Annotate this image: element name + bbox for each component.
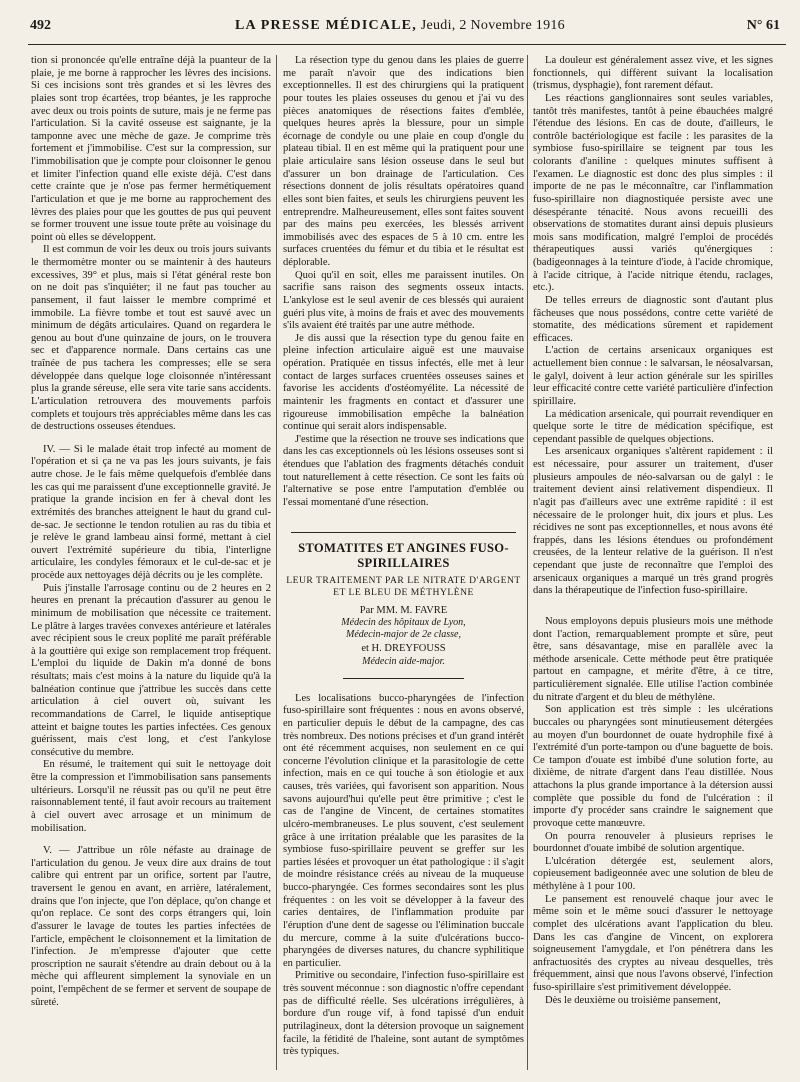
column-divider: [527, 55, 528, 1070]
page-header: [0, 0, 800, 46]
paragraph: V. — J'attribue un rôle néfaste au drainage de l'articulation du genou. Je veux dire aux drains de tout calibre qui entrent par un orifice, sortent par l'autre, traversent le genou en avant, en arrière, latéralement, drains que l'on injecte, que l'on déplace, qu'on change et qu'on replace. Ce sont des corps étrangers qui, loin d'assurer le lavage de toutes les parties infectées de l'article, empêchent le cloisonnement et la limitation de l'infection. Je m'empresse d'ajouter que cette proscription ne saurait s'étendre au drain debout ou à la mèche qui affleurent simplement la synoviale en un point, l'empêchent de se fermer et servent de soupape de sûreté.: [31, 845, 271, 1008]
paragraph: Je dis aussi que la résection type du genou faite en pleine infection articulaire aiguë est une mauvaise opération. Pratiquée en tissus infectés, elle met à leur contact de larges surfaces cruentées osseuses saines et favorise les accidents d'ostéomyélite. La nécessité de maintenir les fragments en contact et d'assurer une rigoureuse immobilisation empêche la balnéation continue qui serait alors indispensable.: [283, 332, 524, 433]
paragraph: La résection type du genou dans les plaies de guerre me paraît n'avoir que des indications bien exceptionnelles. Il est des chirurgiens qui la pratiquent pour toutes les plaies osseuses du genou et j'ai vu des pièces anatomiques de résections faites d'emblée, quelques heures après la blessure, pour un simple écornage de condyle ou une plaie en coup d'ongle du plateau tibial. Il en est même qui la pratiquent pour une plaie articulaire sans lésion osseuse dans le seul but d'assurer un bon drainage de l'articulation. Ces résections donnent de jolis résultats opératoires quand elles sont bien faites, et seuls les chirurgiens peuvent les entreprendre. Malheureusement, elles sont faites souvent par des mains peu exercées, les blessés arrivent immobilisés avec des espaces de 5 à 10 cm. entre les surfaces cruentées du fémur et du tibia et le résultat est déplorable.: [283, 55, 524, 268]
paragraph: Nous employons depuis plusieurs mois une méthode dont l'action, remarquablement prompte et sûre, peut être, sans désavantage, mise en parallèle avec la méthode arsenicale. Cette méthode peut être pratiquée partout en campagne, et mérite d'être, à ce titre, particulièrement signalée. Elle utilise l'action combinée du nitrate d'argent et du bleu de méthylène.: [533, 615, 773, 703]
paragraph: tion si prononcée qu'elle entraîne déjà la puanteur de la plaie, je me borne à rapprocher les lèvres des incisions. Si ces incisions sont très grandes et si les lèvres des plaies sont trop écartées, trop béantes, je les rapproche avec deux ou trois points de suture, mais je ne ferme pas l'articulation. Si la cavité osseuse est saignante, je la tamponne avec une mèche de gaze. Je comprime très fortement et j'immobilise. C'est sur la compression, sur l'immobilisation que je compte pour cloisonner le genou et limiter l'infection quand elle existe déjà. C'est dans cette crainte que je n'ose pas fermer hermétiquement l'articulation et que je me borne au rapprochement des lèvres des plaies pour que les gouttes de pus qui peuvent se former trouvent une issue toute prête au voisinage du point où elles se développent.: [31, 55, 271, 243]
column-divider: [276, 55, 277, 1070]
paragraph: Les localisations bucco-pharyngées de l'infection fuso-spirillaire sont fréquentes : nous en avons observé, en particulier depuis le début de la campagne, des cas très nombreux. Des notions précises et d'un grand intérêt ont été récemment acquises, non seulement en ce qui concerne l'évolution clinique et la parasitologie de cette infection, mais en ce qui touche à son étiologie et aux causes, très variées, qui favorisent son apparition. Nous savons aujourd'hui qu'elle peut être primitive ; c'est le cas de l'angine de Vincent, de certaines stomatites ulcéro-membraneuses. Le plus souvent, c'est seulement grâce à une irritation préalable que les parasites de la symbiose fuso-spirillaire peuvent se greffer sur les parties lésées et provoquer un état pathologique : il s'agit de moindre résistance créés au niveau de la muqueuse bucco-pharyngée. Ces formes secondaires sont les plus fréquentes : on les voit se développer à la faveur des caries dentaires, de l'inflammation produite par l'éruption d'une dent de sagesse ou l'élimination buccale du mercure, comme à la suite d'ulcérations bucco-pharyngées de diverses natures, du chancre syphilitique en particulier.: [283, 692, 524, 969]
header-rule: [28, 44, 786, 45]
author-byline: et H. DREYFOUSS: [361, 643, 446, 655]
author-byline: Par MM. M. FAVRE: [359, 604, 448, 616]
paragraph: En résumé, le traitement qui suit le nettoyage doit être la compression et l'immobilisation sans pansements ultérieurs. Lorsqu'il ne réussit pas ou qu'il ne peut être raisonnablement tenté, il faut avoir recours au traitement à ciel ouvert avec arrosage et un minimum de mobilisation.: [31, 759, 271, 834]
heading-rule: [291, 532, 516, 533]
paragraph: Les réactions ganglionnaires sont seules variables, tantôt très manifestes, tantôt à peine ébauchées malgré l'étendue des lésions. En cas de doute, d'ailleurs, le contrôle bactériologique est facile : les parasites de la symbiose fuso-spirillaire se teignent par tous les colorants d'aniline : quelques minutes suffisent à l'examen. Le diagnostic est donc des plus simples : il importe de ne pas le méconnaître, car l'inflammation fuso-spirillaire non diagnostiquée persiste avec une désespérante ténacité. Nous avons recueilli des observations de stomatites durant ainsi depuis plusieurs mois sans modification, malgré l'emploi de procédés thérapeutiques aussi variés qu'énergiques : (badigeonnages à la teinture d'iode, à l'acide chromique, à l'acide citrique, à l'acide nitrique étendu, raclages, etc.).: [533, 92, 773, 294]
article-heading: [283, 532, 524, 679]
heading-rule: [343, 678, 464, 679]
paragraph: Primitive ou secondaire, l'infection fuso-spirillaire est très souvent méconnue : son diagnostic n'offre cependant pas de difficulté réelle. Ses ulcérations irrégulières, à bordure d'un rouge vif, à fond tapissé d'un enduit putrilagineux, dont la détersion provoque un saignement facile, la fétidité de l'haleine, sont autant de symptômes très typiques.: [283, 970, 524, 1058]
page-number: 492: [30, 18, 51, 33]
author-affiliation: Médecin-major de 2e classe,: [346, 629, 461, 641]
paragraph: Le pansement est renouvelé chaque jour avec le même soin et le même souci d'assurer le nettoyage complet des ulcérations avant l'application du bleu. Dans les cas d'angine de Vincent, on explorera soigneusement l'amygdale, et l'on pénétrera dans les anfractuosités des cryptes au niveau desquelles, très fréquemment, ainsi que nous l'avons observé, l'infection fuso-spirillaire s'est primitivement développée.: [533, 893, 773, 993]
column-3: [533, 55, 773, 1007]
author-affiliation: Médecin des hôpitaux de Lyon,: [341, 617, 466, 629]
issue-date: Jeudi, 2 Novembre 1916: [420, 18, 565, 33]
article-subtitle: ET LE BLEU DE MÉTHYLÈNE: [333, 586, 474, 598]
paragraph: La médication arsenicale, qui pourrait revendiquer en quelque sorte le titre de médication spécifique, est cependant passible de quelques objections.: [533, 408, 773, 445]
journal-name: LA PRESSE MÉDICALE,: [235, 18, 417, 33]
paragraph: Les arsenicaux organiques s'altèrent rapidement : il est nécessaire, pour assurer un traitement, d'user plusieurs ampoules de néo-salvarsan ou de galyl : le traitement devient ainsi relativement dispendieux. Il n'agit pas d'ailleurs avec une extrême rapidité : il est nécessaire de le prolonger huit, dix jours et plus. Les récidives ne sont pas exceptionnelles, et nous avons été frappés, dans les lésions étendues ou profondément creusées, de la lenteur relative de la guérison. Il n'est cependant que juste de reconnaître que l'emploi des arsenicaux organiques a marqué un très grand progrès dans la thérapeutique de l'infection fuso-spirillaire.: [533, 446, 773, 597]
column-2: [283, 55, 524, 1059]
column-1: [31, 55, 271, 1009]
paragraph: Quoi qu'il en soit, elles me paraissent inutiles. On sacrifie sans raison des segments osseux intacts. L'ankylose est le seul avenir de ces blessés qui auraient guéri plus vite, à moins de frais et avec des mouvements s'ils avaient été traités par une autre méthode.: [283, 269, 524, 332]
paragraph: IV. — Si le malade était trop infecté au moment de l'opération et si ça ne va pas les jours suivants, je fais autre chose. Je le fais même quelquefois d'emblée dans les cas qui me paraissent d'une exceptionnelle gravité. Je pratique la grande incision en fer à cheval dont les extrémités des branches atteignent le haut du grand cul-de-sac. Je sectionne le tendon rotulien au ras du tibia et je relève le grand lambeau ainsi formé, mettant à ciel ouvert l'extrémité supérieure du tibia, l'interligne articulaire, les condyles fémoraux et le cul-de-sac et je procède aux nettoyages déjà décrits ou je les complète.: [31, 443, 271, 581]
paragraph: Dès le deuxième ou troisième pansement,: [545, 994, 721, 1006]
paragraph: La douleur est généralement assez vive, et les signes fonctionnels, qui diffèrent suivant la localisation (trismus, dysphagie), font rarement défaut.: [533, 55, 773, 92]
paragraph: J'estime que la résection ne trouve ses indications que dans les cas exceptionnels où les lésions osseuses sont si étendues que l'ablation des fragments détachés conduit tout naturellement à cette résection. Ce sont les faits où l'alternative se pose entre l'amputation d'emblée ou l'essai momentané d'une résection.: [283, 433, 524, 508]
paragraph: Il est commun de voir les deux ou trois jours suivants le thermomètre monter ou se maintenir à des hauteurs excessives, 39° et plus, mais si l'état général reste bon on ne doit pas s'inquiéter; il ne faut pas toucher au pansement, il faut laisser le membre comprimé et immobile. La fièvre tombe et tout est sauvé avec un minimum de dégâts articulaires. Quand on regardera le genou au bout d'une quinzaine de jours, on le trouvera sec et d'apparence normale. Dans certains cas une traînée de pus tachera les compresses; elle se sera développée dans quelque loge cloisonnée n'intéressant plus la grande séreuse, elle sera vite tarie sans accidents. L'articulation retrouvera des mouvements parfois complets et toujours très appréciables même dans les cas de destructions osseuses étendues.: [31, 244, 271, 433]
paragraph: Puis j'installe l'arrosage continu ou de 2 heures en 2 heures en prenant la précaution d'assurer au genou le minimum de mobilisation que nécessite ce traitement. Le plâtre à larges travées convexes antérieure et latérales avec récipient sous le creux poplité me paraît préférable à la gouttière qui exige son remplacement trop fréquent. L'emploi du liquide de Dakin m'a donné de bons résultats; mais c'est moins à la nature du liquide qu'à la balnéation continue que j'attribue les succès dans cette articulation à ciel ouvert où, suivant les recommandations de Carrel, le liquide antiseptique atteint et baigne toutes les parties infectées. Ces genoux guérissent, mais c'est long, et c'est l'ankylose consécutive du membre.: [31, 582, 271, 758]
issue-number: N° 61: [746, 18, 780, 33]
paragraph: L'action de certains arsenicaux organiques est actuellement bien connue : le salvarsan, le néosalvarsan, le galyl, doivent à leur action générale sur les spirilles leur efficacité contre cette variété particulière d'infection spirillaire.: [533, 345, 773, 407]
article-title: STOMATITES ET ANGINES FUSO-SPIRILLAIRES: [298, 540, 509, 570]
paragraph: Son application est très simple : les ulcérations buccales ou pharyngées sont minutieusement détergées au moyen d'un bourdonnet de ouate hydrophile fixé à l'extrémité d'un porte-tampon ou d'une baguette de bois. Ce tampon d'ouate est imbibé d'une solution forte, au dixième, de nitrate d'argent dans l'eau distillée. Nous attachons la plus grande importance à la détersion aussi complète que possible du fond de l'ulcération : il importe d'y procéder sans craindre le saignement que provoque cette manœuvre.: [533, 704, 773, 829]
paragraph: De telles erreurs de diagnostic sont d'autant plus fâcheuses que nous possédons, contre cette variété de stomatite, des médications sûrement et rapidement efficaces.: [533, 294, 773, 344]
author-affiliation: Médecin aide-major.: [362, 655, 445, 667]
running-title: [0, 18, 800, 34]
paragraph: L'ulcération détergée est, seulement alors, copieusement badigeonnée avec une solution de bleu de méthylène à 1 pour 100.: [533, 855, 773, 892]
paragraph: On pourra renouveler à plusieurs reprises le bourdonnet d'ouate imbibé de solution argentique.: [533, 830, 773, 855]
article-subtitle: LEUR TRAITEMENT PAR LE NITRATE D'ARGENT: [286, 574, 521, 586]
